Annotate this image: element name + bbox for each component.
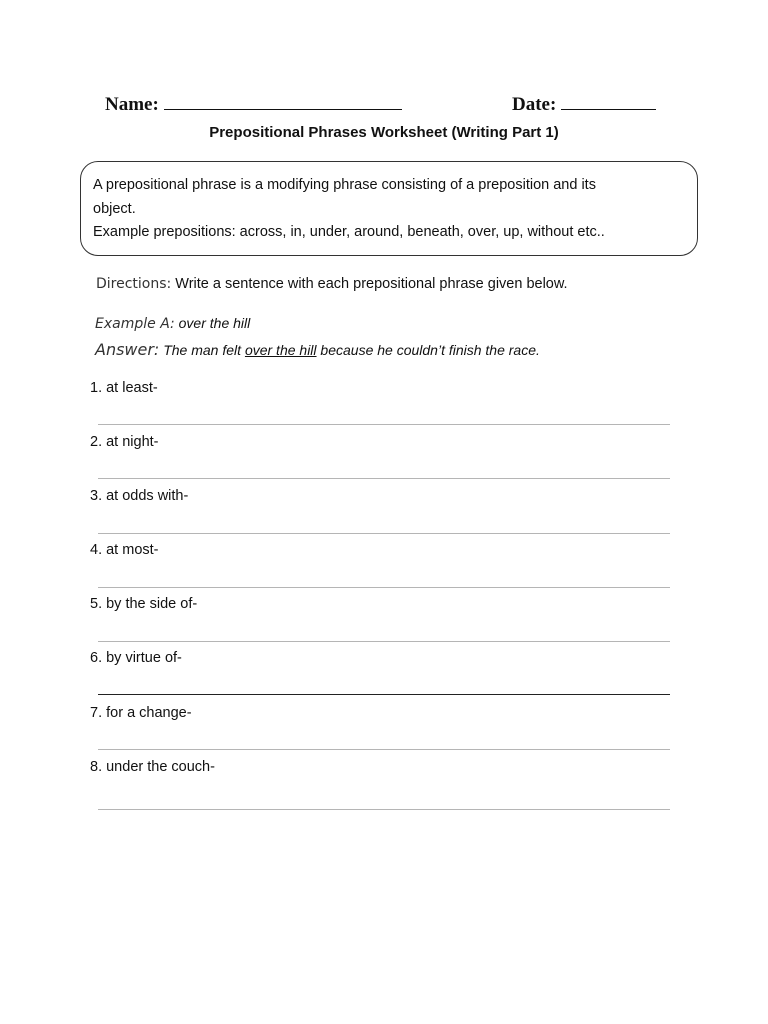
answer-line[interactable] — [98, 533, 670, 534]
item-prompt: 8. under the couch- — [90, 759, 215, 775]
directions — [96, 276, 568, 292]
answer-line[interactable] — [98, 694, 670, 695]
answer-line[interactable] — [98, 587, 670, 588]
item-prompt: 5. by the side of- — [90, 596, 198, 612]
answer-label: Answer: — [95, 340, 160, 359]
date-label: Date: — [512, 94, 557, 115]
example-phrase: over the hill — [178, 315, 251, 331]
item-prompt: 3. at odds with- — [90, 488, 189, 504]
item-prompt: 4. at most- — [90, 542, 159, 558]
definition-examples: Example prepositions: across, in, under, around, beneath, over, up, without etc.. — [93, 224, 605, 240]
directions-text: Write a sentence with each prepositional phrase given below. — [175, 276, 568, 292]
worksheet-title: Prepositional Phrases Worksheet (Writing Part 1) — [209, 124, 559, 141]
answer-line[interactable] — [98, 641, 670, 642]
answer-line[interactable] — [98, 478, 670, 479]
definition-line: A prepositional phrase is a modifying phrase consisting of a preposition and its — [93, 177, 596, 193]
item-prompt: 7. for a change- — [90, 705, 192, 721]
item-prompt: 2. at night- — [90, 434, 159, 450]
date-blank[interactable] — [561, 92, 656, 110]
name-field — [105, 92, 402, 116]
answer-underlined-phrase: over the hill — [244, 342, 317, 358]
example-label: Example A: — [95, 316, 175, 332]
directions-label: Directions: — [96, 276, 172, 292]
answer-text-after: because he couldn’t finish the race. — [320, 342, 540, 358]
item-prompt: 6. by virtue of- — [90, 650, 182, 666]
answer-text-before: The man felt — [163, 342, 242, 358]
definition-box — [80, 161, 698, 256]
name-label: Name: — [105, 94, 159, 115]
item-prompt: 1. at least- — [90, 380, 158, 396]
answer-example — [95, 340, 540, 359]
definition-line: object. — [93, 201, 136, 217]
date-field — [512, 92, 656, 116]
answer-line[interactable] — [98, 809, 670, 810]
example-a — [95, 315, 250, 332]
name-blank[interactable] — [164, 92, 402, 110]
answer-line[interactable] — [98, 749, 670, 750]
answer-line[interactable] — [98, 424, 670, 425]
